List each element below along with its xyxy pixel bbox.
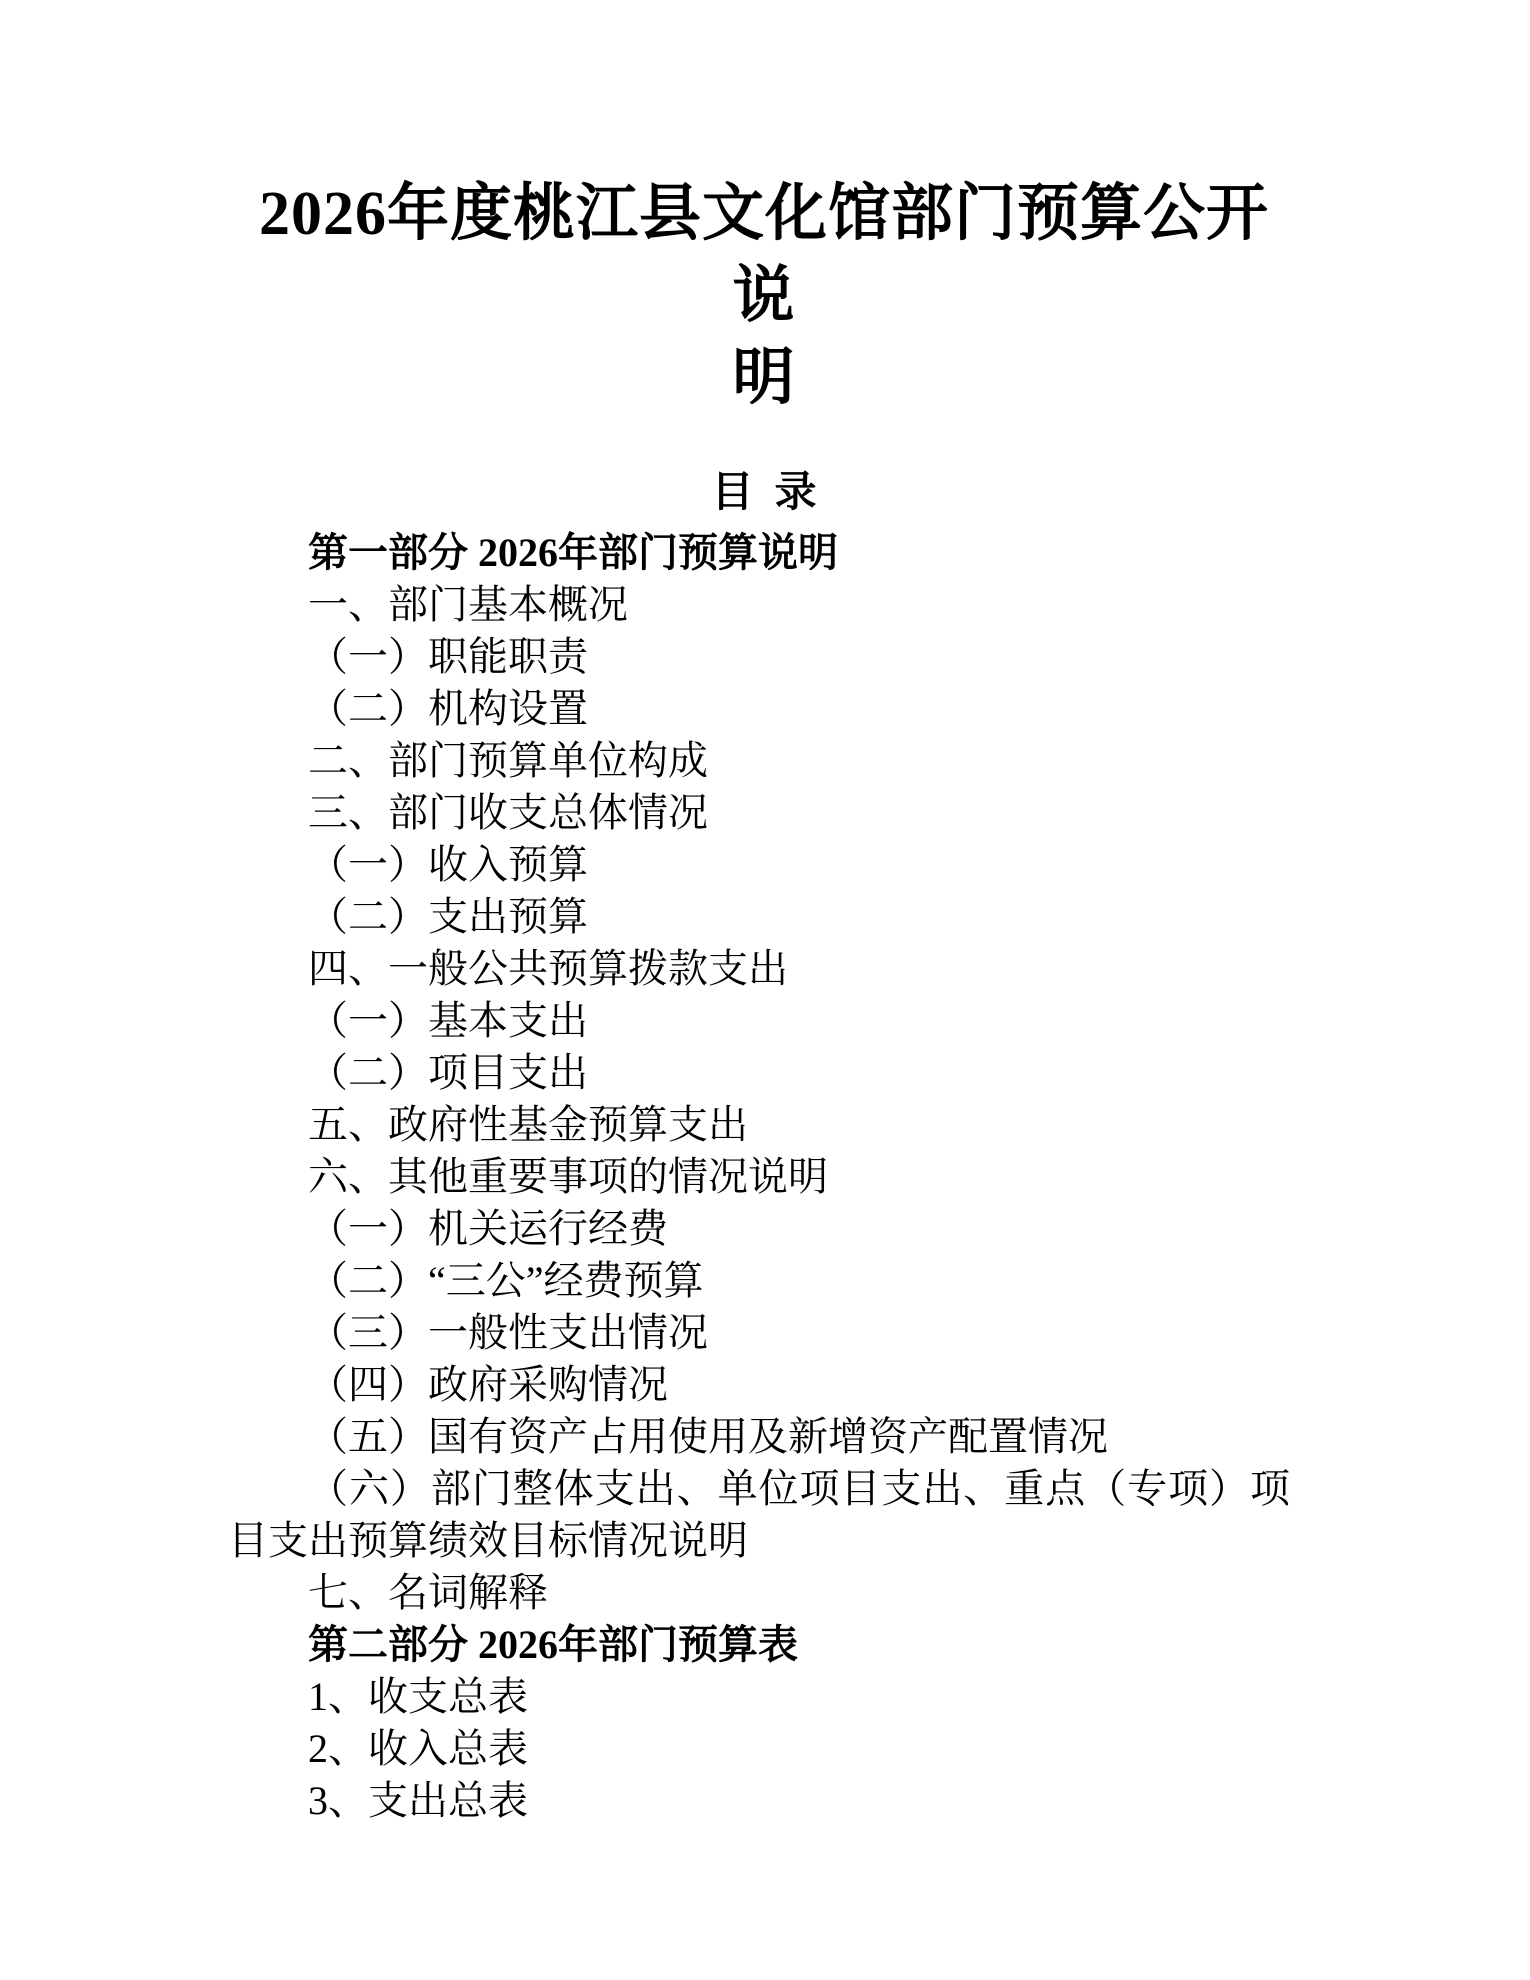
toc-line: （四）政府采购情况 <box>308 1362 668 1407</box>
document-title <box>228 173 1300 419</box>
toc-heading: 目 录 <box>711 470 817 516</box>
toc-line: （一）基本支出 <box>308 998 588 1043</box>
toc-line: 2、收入总表 <box>308 1726 528 1771</box>
toc-line: 三、部门收支总体情况 <box>308 790 708 835</box>
toc-line: 3、支出总表 <box>308 1778 528 1823</box>
toc-line: （一）职能职责 <box>308 634 588 679</box>
toc-line: （五）国有资产占用使用及新增资产配置情况 <box>308 1414 1108 1459</box>
toc-line: 目支出预算绩效目标情况说明 <box>228 1518 748 1563</box>
toc-line: （一）机关运行经费 <box>308 1206 668 1251</box>
toc-line: （二）机构设置 <box>308 686 588 731</box>
document-title-line2: 明 <box>732 344 796 412</box>
toc-line: 1、收支总表 <box>308 1674 528 1719</box>
toc-line: 六、其他重要事项的情况说明 <box>308 1154 828 1199</box>
toc-line: （六）部门整体支出、单位项目支出、重点（专项）项 <box>308 1466 1290 1511</box>
toc-line: 第一部分 2026年部门预算说明 <box>308 530 838 575</box>
document-title-line1: 2026年度桃江县文化馆部门预算公开说 <box>258 180 1269 330</box>
toc-line: 四、一般公共预算拨款支出 <box>308 946 788 991</box>
toc-line: （二）“三公”经费预算 <box>308 1258 704 1303</box>
toc-line: （一）收入预算 <box>308 842 588 887</box>
toc-line: 五、政府性基金预算支出 <box>308 1102 748 1147</box>
toc-line: 二、部门预算单位构成 <box>308 738 708 783</box>
toc-line: （三）一般性支出情况 <box>308 1310 708 1355</box>
toc-line: 第二部分 2026年部门预算表 <box>308 1622 798 1667</box>
toc-line: 七、名词解释 <box>308 1570 548 1615</box>
toc-line: 一、部门基本概况 <box>308 582 628 627</box>
toc-line: （二）项目支出 <box>308 1050 588 1095</box>
toc-list <box>228 527 1300 1827</box>
toc-line: （二）支出预算 <box>308 894 588 939</box>
